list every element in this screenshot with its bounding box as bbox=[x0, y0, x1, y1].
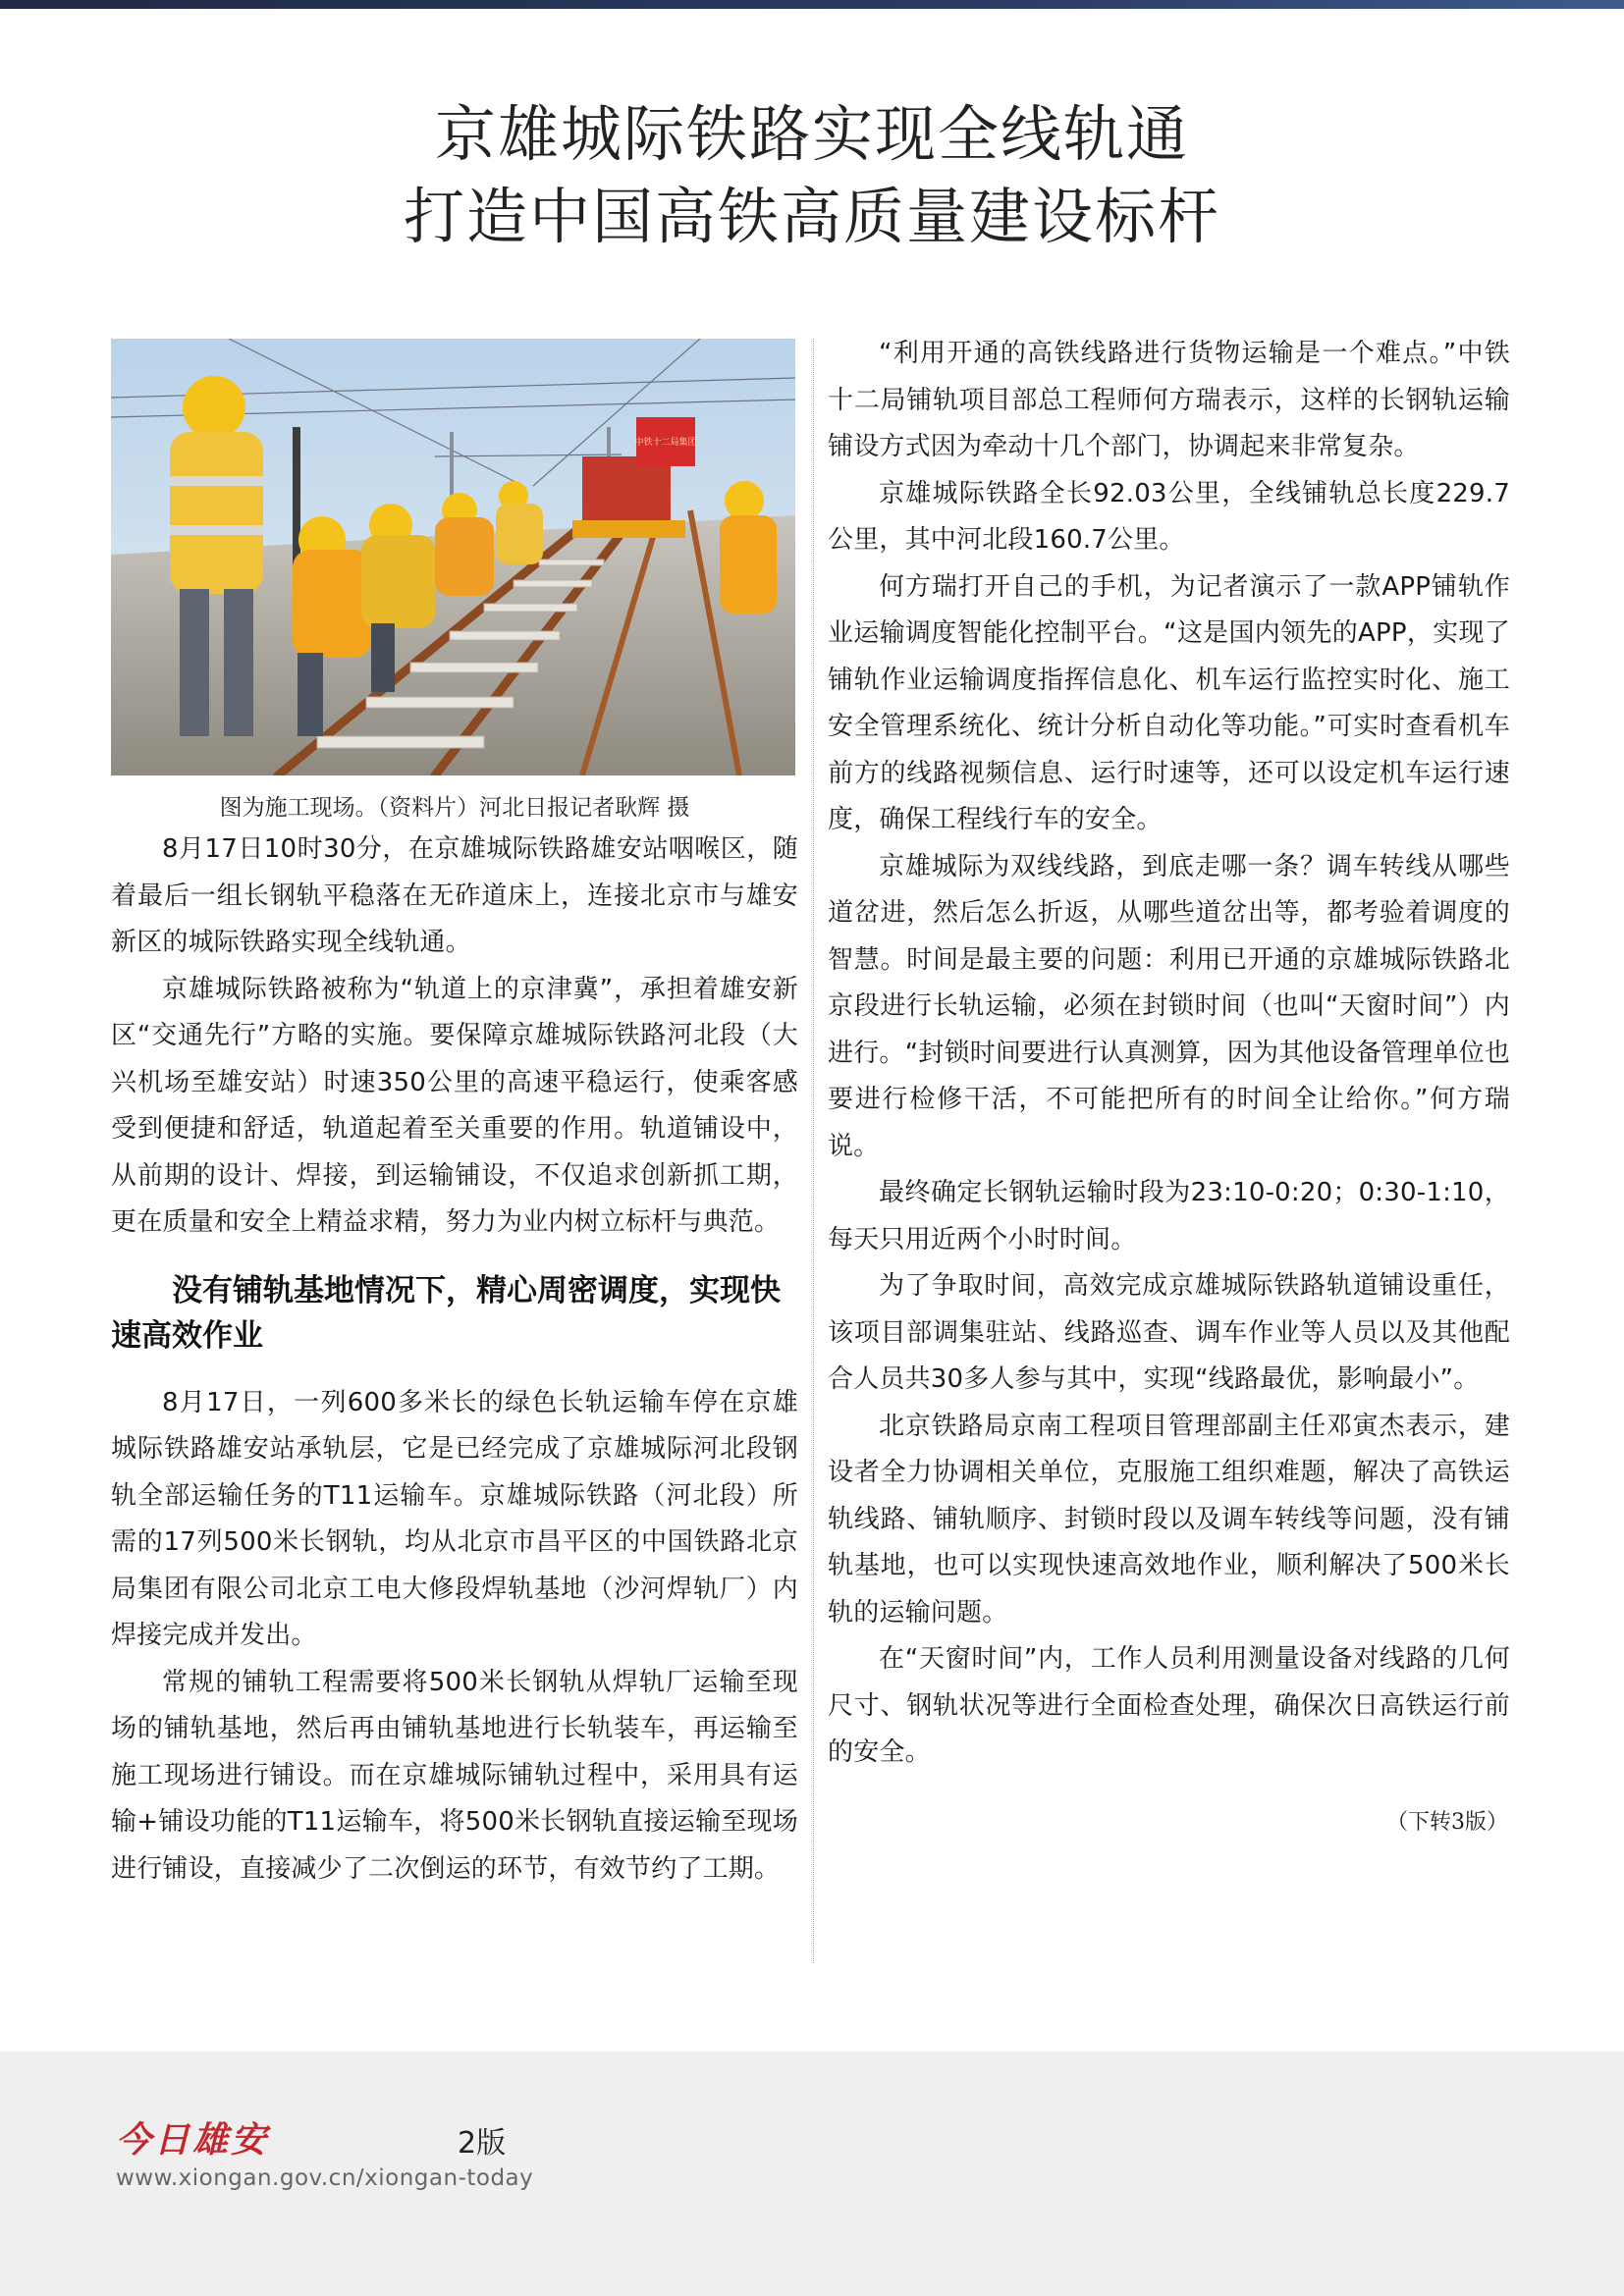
headline-line-1: 京雄城际铁路实现全线轨通 bbox=[434, 98, 1189, 170]
page-number: 2版 bbox=[458, 2126, 507, 2161]
left-column bbox=[111, 339, 798, 1893]
top-accent-bar bbox=[0, 0, 1624, 9]
article-paragraph: 何方瑞打开自己的手机，为记者演示了一款APP铺轨作业运输调度智能化控制平台。“这是国内领先的APP，实现了铺轨作业运输调度指挥信息化、机车运行监控实时化、施工安全管理系统化、统计分析自动化等功能。”可实时查看机车前方的线路视频信息、运行时速等，还可以设定机车运行速度，确保工程线行车的安全。 bbox=[828, 571, 1510, 834]
page-footer bbox=[0, 2052, 1624, 2296]
article-paragraph: 京雄城际为双线线路，到底走哪一条？调车转线从哪些道岔进，然后怎么折返，从哪些道岔出等，都考验着调度的智慧。时间是最主要的问题：利用已开通的京雄城际铁路北京段进行长轨运输，必须在封锁时间（也叫“天窗时间”）内进行。“封锁时间要进行认真测算，因为其他设备管理单位也要进行检修干活，不可能把所有的时间全让给你。”何方瑞说。 bbox=[828, 851, 1510, 1161]
right-column bbox=[828, 331, 1510, 1838]
article-paragraph: 最终确定长钢轨运输时段为23:10-0:20；0:30-1:10，每天只用近两个小时时间。 bbox=[828, 1178, 1510, 1255]
article-paragraph: 为了争取时间，高效完成京雄城际铁路轨道铺设重任，该项目部调集驻站、线路巡查、调车作业等人员以及其他配合人员共30多人参与其中，实现“线路最优，影响最小”。 bbox=[828, 1271, 1510, 1394]
publication-url[interactable]: www.xiongan.gov.cn/xiongan-today bbox=[116, 2165, 534, 2191]
headline bbox=[0, 93, 1624, 258]
column-divider bbox=[813, 339, 814, 1963]
article-paragraph: 常规的铺轨工程需要将500米长钢轨从焊轨厂运输至现场的铺轨基地，然后再由铺轨基地进行长轨装车，再运输至施工现场进行铺设。而在京雄城际铺轨过程中，采用具有运输+铺设功能的T11运输车，将500米长钢轨直接运输至现场进行铺设，直接减少了二次倒运的环节，有效节约了工期。 bbox=[111, 1667, 798, 1884]
article-paragraph: 8月17日10时30分，在京雄城际铁路雄安站咽喉区，随着最后一组长钢轨平稳落在无砟道床上，连接北京市与雄安新区的城际铁路实现全线轨通。 bbox=[111, 834, 798, 957]
section-subheading: 没有铺轨基地情况下，精心周密调度，实现快速高效作业 bbox=[111, 1272, 781, 1354]
photo-caption: 图为施工现场。（资料片）河北日报记者耿辉 摄 bbox=[219, 795, 690, 821]
construction-photo-illustration bbox=[111, 339, 795, 775]
article-paragraph: 北京铁路局京南工程项目管理部副主任邓寅杰表示，建设者全力协调相关单位，克服施工组织难题，解决了高铁运轨线路、铺轨顺序、封锁时段以及调车转线等问题，没有铺轨基地，也可以实现快速高效地作业，顺利解决了500米长轨的运输问题。 bbox=[828, 1411, 1510, 1628]
article-paragraph: 京雄城际铁路全长92.03公里，全线铺轨总长度229.7公里，其中河北段160.7公里。 bbox=[828, 478, 1510, 555]
article-paragraph: 在“天窗时间”内，工作人员利用测量设备对线路的几何尺寸、钢轨状况等进行全面检查处理，确保次日高铁运行前的安全。 bbox=[828, 1644, 1510, 1767]
headline-line-2: 打造中国高铁高质量建设标杆 bbox=[403, 181, 1220, 252]
article-paragraph: 京雄城际铁路被称为“轨道上的京津冀”，承担着雄安新区“交通先行”方略的实施。要保障京雄城际铁路河北段（大兴机场至雄安站）时速350公里的高速平稳运行，使乘客感受到便捷和舒适，轨道起着至关重要的作用。轨道铺设中，从前期的设计、焊接，到运输铺设，不仅追求创新抓工期，更在质量和安全上精益求精，努力为业内树立标杆与典范。 bbox=[111, 974, 798, 1237]
news-photo bbox=[111, 339, 795, 775]
publication-logo: 今日雄安 bbox=[116, 2119, 270, 2161]
article-paragraph: “利用开通的高铁线路进行货物运输是一个难点。”中铁十二局铺轨项目部总工程师何方瑞表示，这样的长钢轨运输铺设方式因为牵动十几个部门，协调起来非常复杂。 bbox=[828, 339, 1510, 461]
article-paragraph: 8月17日，一列600多米长的绿色长轨运输车停在京雄城际铁路雄安站承轨层，它是已经完成了京雄城际河北段钢轨全部运输任务的T11运输车。京雄城际铁路（河北段）所需的17列500米长钢轨，均从北京市昌平区的中国铁路北京局集团有限公司北京工电大修段焊轨基地（沙河焊轨厂）内焊接完成并发出。 bbox=[111, 1387, 798, 1650]
continued-on-page-note: （下转3版） bbox=[1386, 1809, 1508, 1835]
machine-sign-text: 中铁十二局集团 bbox=[634, 438, 697, 448]
